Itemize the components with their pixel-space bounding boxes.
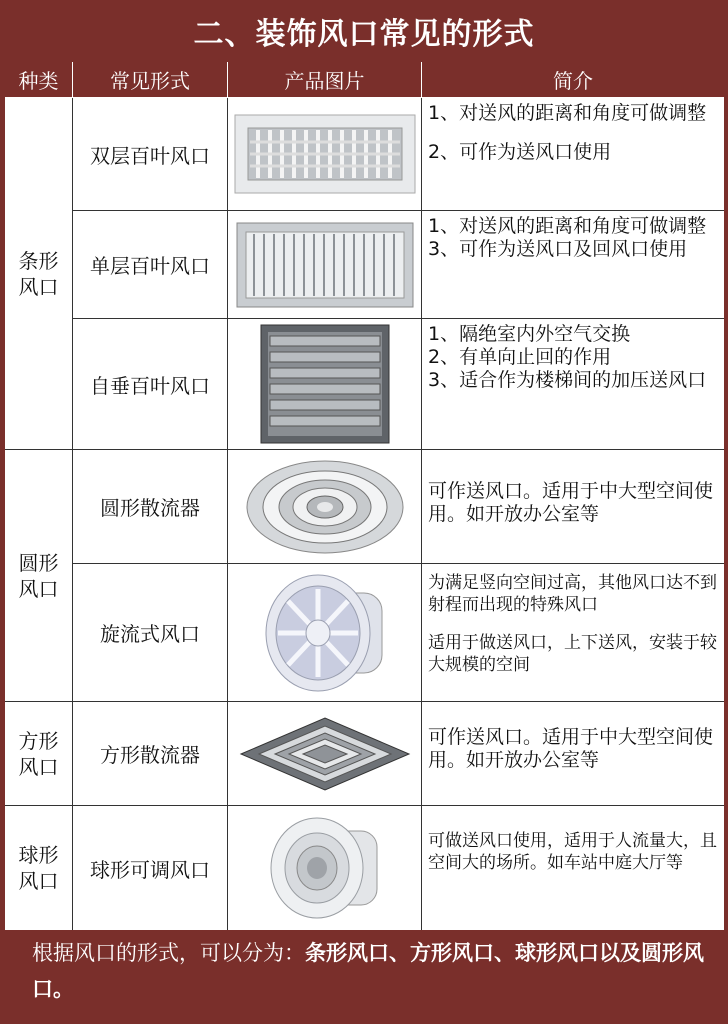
header-type: 种类 [5,62,73,98]
form-cell: 球形可调风口 [73,806,228,930]
product-image [228,564,422,702]
desc-line: 可作送风口。适用于中大型空间使用。如开放办公室等 [428,480,714,525]
footer-bold: 条形风口、方形风口、球形风口以及圆形风口。 [32,941,704,1001]
desc-line: 2、有单向止回的作用 [428,346,612,368]
swirl-diffuser-icon [260,571,390,695]
footer-prefix: 根据风口的形式，可以分为： [32,941,305,965]
product-image [228,806,422,930]
desc-line: 2、可作为送风口使用 [428,141,612,163]
gravity-louver-icon [260,324,390,444]
header-form: 常见形式 [73,62,228,98]
desc-line: 3、适合作为楼梯间的加压送风口 [428,369,707,391]
desc-line: 3、可作为送风口及回风口使用 [428,238,688,260]
desc-cell [422,806,724,930]
form-cell: 旋流式风口 [73,564,228,702]
desc-cell [422,450,724,564]
desc-cell [422,319,724,450]
ball-nozzle-icon [265,813,385,923]
desc-cell [422,564,724,702]
form-cell: 双层百叶风口 [73,98,228,211]
form-cell: 自垂百叶风口 [73,319,228,450]
round-diffuser-icon [245,457,405,557]
header-image: 产品图片 [228,62,422,98]
product-image [228,211,422,319]
desc-line: 适用于做送风口，上下送风，安装于较大规模的空间 [428,633,717,675]
single-louver-grille-icon [236,222,414,308]
desc-cell [422,702,724,806]
form-cell: 方形散流器 [73,702,228,806]
footer-summary [32,935,712,1007]
form-cell: 单层百叶风口 [73,211,228,319]
category-strip: 条形 风口 [5,98,73,450]
page-title: 二、装饰风口常见的形式 [193,17,535,52]
desc-line: 1、对送风的距离和角度可做调整 [428,215,707,237]
product-image [228,319,422,450]
product-image [228,98,422,211]
desc-cell [422,98,724,211]
desc-line: 1、对送风的距离和角度可做调整 [428,102,707,124]
square-diffuser-icon [237,714,413,794]
form-cell: 圆形散流器 [73,450,228,564]
vent-table [5,62,724,930]
category-ball: 球形 风口 [5,806,73,930]
double-louver-grille-icon [234,114,416,194]
category-square: 方形 风口 [5,702,73,806]
desc-line: 可作送风口。适用于中大型空间使用。如开放办公室等 [428,726,714,771]
product-image [228,702,422,806]
desc-line: 为满足竖向空间过高，其他风口达不到射程而出现的特殊风口 [428,573,717,615]
header-desc: 简介 [422,62,724,98]
product-image [228,450,422,564]
category-round: 圆形 风口 [5,450,73,702]
desc-line: 可做送风口使用，适用于人流量大，且空间大的场所。如车站中庭大厅等 [428,831,717,873]
desc-cell [422,211,724,319]
desc-line: 1、隔绝室内外空气交换 [428,323,631,345]
